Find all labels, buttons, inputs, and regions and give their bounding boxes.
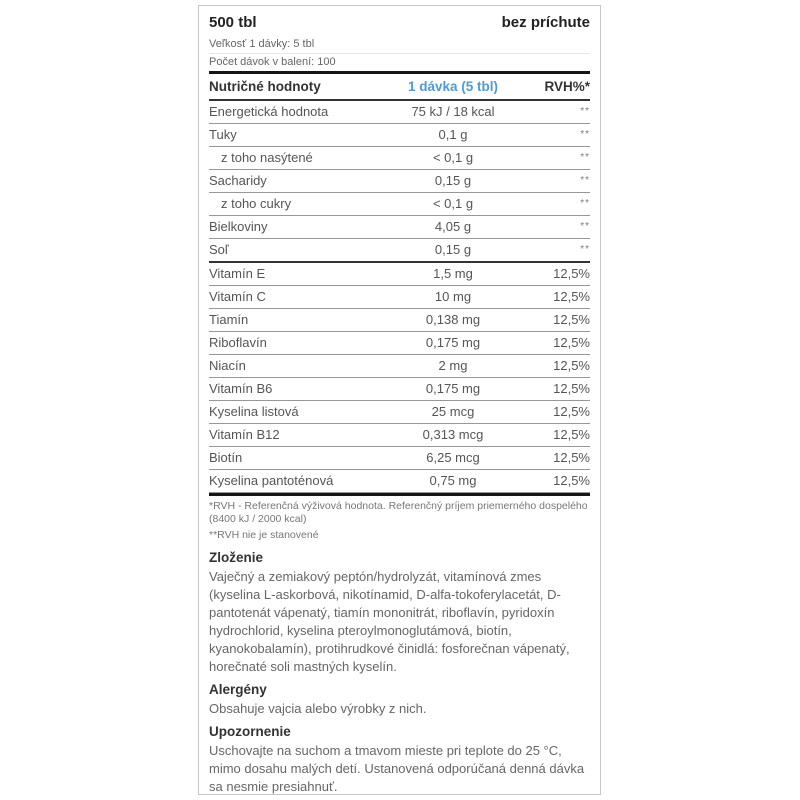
nutrient-value: 0,1 g [438,127,468,142]
nutrient-rvh: 12,5% [553,358,590,373]
nutrient-value: 0,15 g [434,242,472,257]
table-row [209,378,590,401]
header-serving-column: 1 dávka (5 tbl) [407,79,499,94]
nutrition-table [209,101,590,496]
nutrient-value: 4,05 g [434,219,472,234]
warning-section [209,723,590,796]
nutrient-value: 25 mcg [431,404,475,419]
warning-heading: Upozornenie [209,724,291,739]
nutrient-rvh: 12,5% [553,289,590,304]
header-rvh-column: RVH%* [544,79,590,94]
nutrient-value: 75 kJ / 18 kcal [411,104,495,119]
servings-count-text: Počet dávok v balení: 100 [209,56,336,68]
nutrient-label: Vitamín B12 [209,427,280,442]
warning-text: Uschovajte na suchom a tmavom mieste pri teplote do 25 °C, mimo dosahu malých detí. Ustanovená odporúčaná denná dávka sa nesmie presiahnuť. [209,743,585,794]
table-row [209,401,590,424]
nutrient-label: z toho cukry [221,196,292,211]
nutrition-table-header [209,71,590,101]
allergens-section [209,681,590,718]
nutrient-rvh: 12,5% [553,335,590,350]
nutrient-value: 0,138 mg [425,312,481,327]
nutrient-value: 1,5 mg [433,266,473,281]
ingredients-heading: Zloženie [209,550,264,565]
nutrient-label: Biotín [209,450,243,465]
footnote-rvh-not-set: **RVH nie je stanovené [209,529,319,541]
table-row [209,193,590,216]
table-row [209,286,590,309]
nutrient-value: 0,175 mg [425,335,481,350]
nutrient-label: Bielkoviny [209,219,268,234]
nutrient-label: Soľ [209,242,229,257]
table-row [209,101,590,124]
table-row [209,470,590,493]
nutrient-label: Vitamín B6 [209,381,273,396]
nutrient-rvh: ** [580,175,590,186]
nutrient-label: Vitamín E [209,266,266,281]
nutrient-label: Niacín [209,358,246,373]
nutrient-label: Kyselina pantoténová [209,473,334,488]
flavor-label: bez príchute [501,14,590,31]
nutrient-rvh: 12,5% [553,427,590,442]
ingredients-section [209,549,590,676]
ingredients-text: Vaječný a zemiakový peptón/hydrolyzát, vitamínová zmes (kyselina L-askorbová, nikotínamid, D-alfa-tokoferylacetát, D-pantotenát vápenatý, tiamín mononitrát, riboflavín, pyridoxín hydrochlorid, kyselina pteroylmonoglutámová, biotín, kyanokobalamín), protihrudkové činidlá: fosforečnan vápenatý, horečnaté soli mastných kyselín. [209,569,570,674]
allergens-heading: Alergény [209,682,267,697]
table-row [209,239,590,263]
table-row [209,147,590,170]
table-row [209,447,590,470]
nutrient-rvh: ** [580,129,590,140]
nutrient-rvh: ** [580,152,590,163]
nutrient-value: 0,175 mg [425,381,481,396]
nutrient-rvh: 12,5% [553,266,590,281]
nutrient-label: Vitamín C [209,289,266,304]
nutrient-label: Tuky [209,127,237,142]
nutrient-label: Energetická hodnota [209,104,329,119]
nutrient-value: < 0,1 g [432,196,474,211]
table-row [209,216,590,239]
allergens-text: Obsahuje vajcia alebo výrobky z nich. [209,701,427,716]
table-row [209,124,590,147]
footnote-rvh-definition: *RVH - Referenčná výživová hodnota. Referenčný príjem priemerného dospelého (8400 kJ / 2000 kcal) [209,500,588,525]
serving-size-text: Veľkosť 1 dávky: 5 tbl [209,38,315,50]
nutrient-label: z toho nasýtené [221,150,313,165]
nutrition-panel [198,5,601,795]
table-row [209,309,590,332]
footnotes [209,496,590,544]
nutrient-rvh: 12,5% [553,473,590,488]
nutrient-value: < 0,1 g [432,150,474,165]
nutrient-label: Kyselina listová [209,404,299,419]
nutrient-value: 10 mg [434,289,472,304]
nutrient-rvh: 12,5% [553,312,590,327]
nutrient-value: 6,25 mcg [426,450,480,465]
table-row [209,170,590,193]
nutrient-rvh: ** [580,244,590,255]
nutrient-rvh: 12,5% [553,450,590,465]
table-row [209,332,590,355]
table-row [209,355,590,378]
header-nutrients-column: Nutričné hodnoty [209,79,321,94]
nutrient-value: 2 mg [438,358,468,373]
pack-size-label: 500 tbl [209,14,257,31]
nutrient-rvh: ** [580,106,590,117]
nutrient-rvh: 12,5% [553,404,590,419]
nutrient-rvh: ** [580,221,590,232]
table-row [209,263,590,286]
nutrient-label: Tiamín [209,312,249,327]
nutrient-rvh: ** [580,198,590,209]
panel-title-row [209,14,590,31]
nutrient-label: Sacharidy [209,173,267,188]
table-row [209,424,590,447]
nutrient-label: Riboflavín [209,335,267,350]
nutrient-value: 0,75 mg [429,473,477,488]
nutrient-rvh: 12,5% [553,381,590,396]
nutrient-value: 0,313 mcg [422,427,484,442]
nutrient-value: 0,15 g [434,173,472,188]
